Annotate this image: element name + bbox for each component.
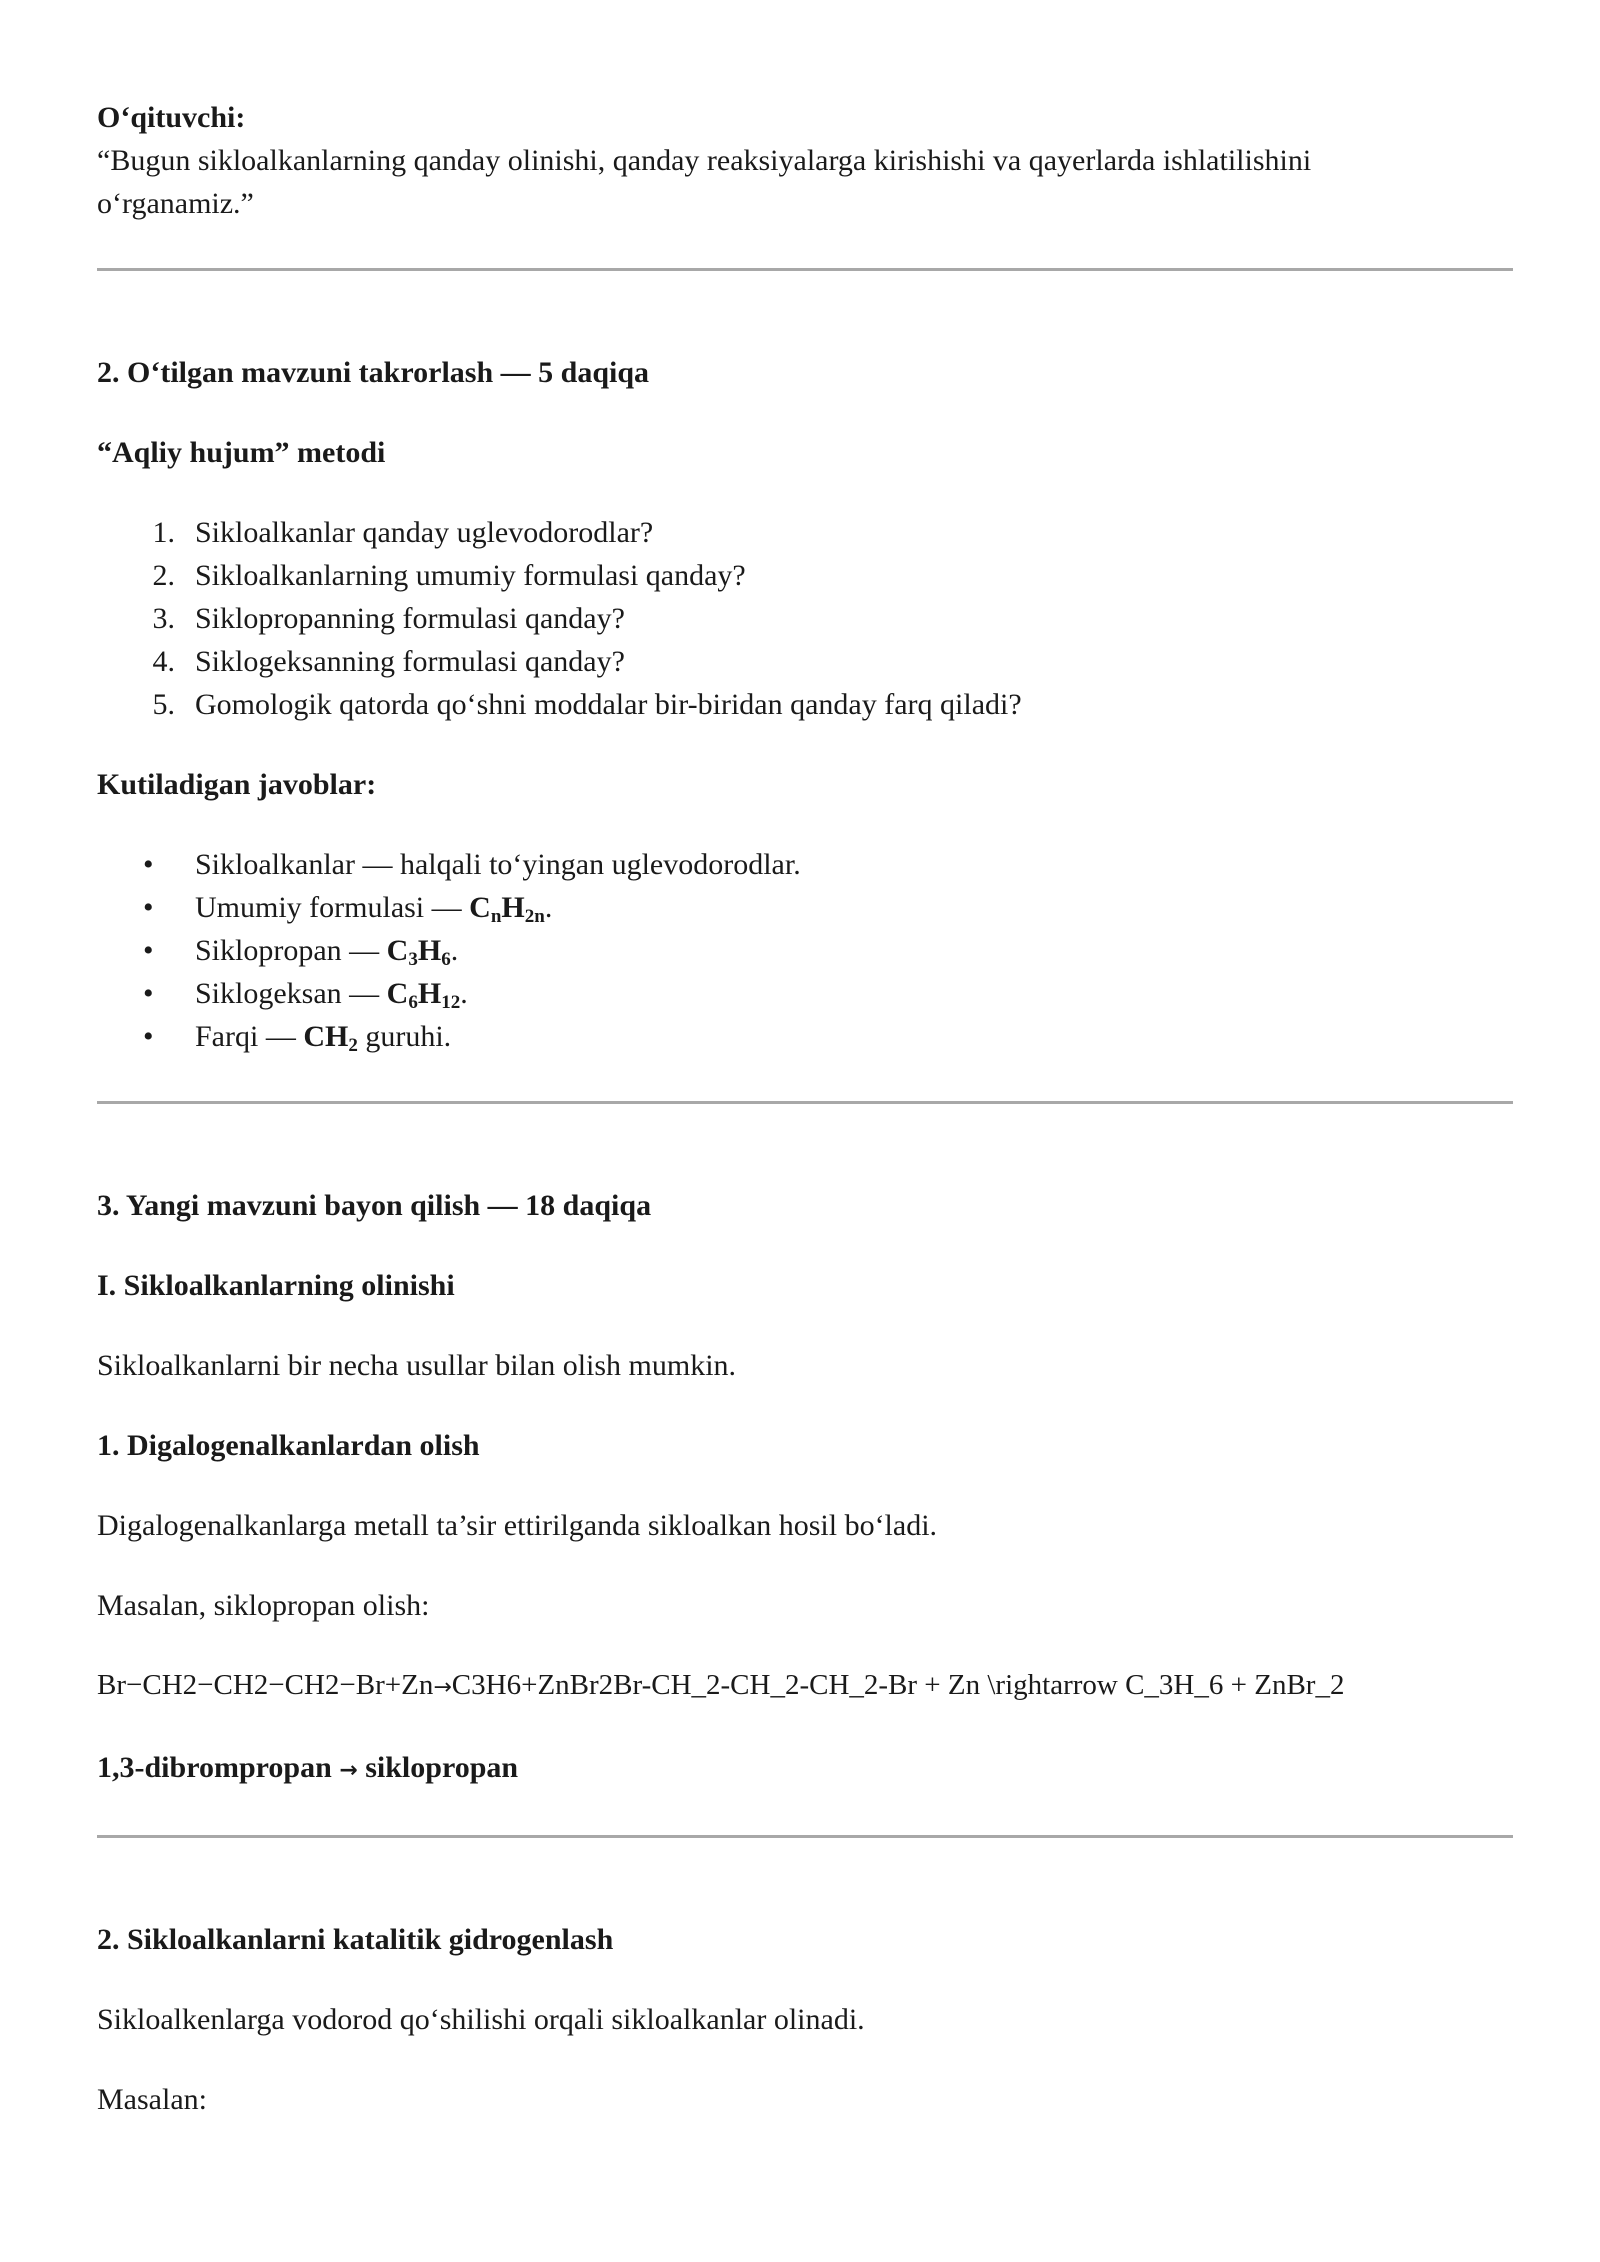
reaction-equation: Br−CH2−CH2−CH2−Br+Zn→C3H6+ZnBr2Br-CH_2-CH_2-CH_2-Br + Zn \rightarrow C_3H_6 + ZnBr_2 [97,1669,1345,1701]
review-heading: 2. O‘tilgan mavzuni takrorlash — 5 daqiqa [97,356,650,389]
paragraph: Sikloalkanlarni bir necha usullar bilan olish mumkin. [97,1349,737,1382]
list-item: • Umumiy formulasi — $C_nH_{2n}$. [143,891,553,927]
list-item: • Sikloalkanlar — halqali to‘yingan uglevodorodlar. [143,848,801,881]
paragraph: Digalogenalkanlarga metall ta’sir ettirilganda sikloalkan hosil bo‘ladi. [97,1509,938,1542]
new-topic-heading: 3. Yangi mavzuni bayon qilish — 18 daqiqa [97,1189,652,1222]
list-item: 3. Siklopropanning formulasi qanday? [152,602,625,635]
document-page [97,96,1513,2121]
arrow-icon: → [433,1675,452,1700]
reaction-summary: 1,3-dibrompropan → siklopropan [97,1751,519,1784]
paragraph: Masalan, siklopropan olish: [97,1589,430,1622]
general-formula: $C_nH_{2n}$ [469,891,545,927]
method1-title: 1. Digalogenalkanlardan olish [97,1429,480,1462]
list-item: 4. Siklogeksanning formulasi qanday? [152,645,625,678]
list-item: 2. Sikloalkanlarning umumiy formulasi qanday? [152,559,746,592]
paragraph: Sikloalkenlarga vodorod qo‘shilishi orqali sikloalkanlar olinadi. [97,2003,865,2036]
section-divider [97,268,1513,271]
questions-list [97,511,1513,726]
list-item: 5. Gomologik qatorda qo‘shni moddalar bir-biridan qanday farq qiladi? [152,688,1022,721]
arrow-icon: → [339,1758,358,1783]
ch2-group-formula: $CH_2$ [303,1020,358,1056]
method-title: “Aqliy hujum” metodi [97,436,386,469]
list-item: • Farqi — $CH_2$ guruhi. [143,1020,452,1056]
speaker-label: O‘qituvchi: [97,101,246,134]
section-divider [97,1835,1513,1838]
list-item: • Siklopropan — $C_3H_6$. [143,934,459,970]
list-item: 1. Sikloalkanlar qanday uglevodorodlar? [152,516,654,549]
teacher-quote: “Bugun sikloalkanlarning qanday olinishi, qanday reaksiyalarga kirishishi va qayerlarda ishlatilishini o‘rganamiz.” [97,144,1312,220]
answers-heading: Kutiladigan javoblar: [97,768,377,801]
subheading: I. Sikloalkanlarning olinishi [97,1269,455,1302]
cyclopropane-formula: $C_3H_6$ [386,934,451,970]
method2-title: 2. Sikloalkanlarni katalitik gidrogenlash [97,1923,614,1956]
cyclohexane-formula: $C_6H_{12}$ [386,977,461,1013]
list-item: • Siklogeksan — $C_6H_{12}$. [143,977,468,1013]
section-divider [97,1101,1513,1104]
answers-list [97,843,1513,1058]
paragraph: Masalan: [97,2083,207,2116]
